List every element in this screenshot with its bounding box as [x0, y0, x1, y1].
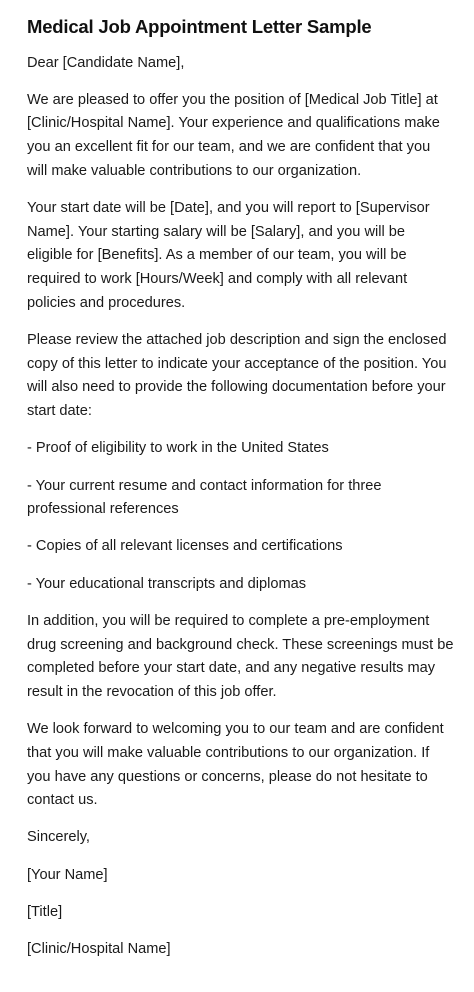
list-item: - Your educational transcripts and diplomas [27, 575, 307, 592]
signature-name: [Your Name] [27, 866, 108, 883]
signature-title: [Title] [27, 903, 63, 920]
list-item: - Proof of eligibility to work in the United States [27, 440, 329, 457]
signoff: Sincerely, [27, 829, 90, 846]
list-item: - Your current resume and contact information for three professional references [27, 477, 382, 518]
paragraph-offer: We are pleased to offer you the position of [Medical Job Title] at [Clinic/Hospital Name]. Your experience and qualifications make you an excellent fit for our team, and we are confident that you will make valuable contributions to our organization. [27, 91, 440, 179]
signature-organization: [Clinic/Hospital Name] [27, 941, 171, 958]
paragraph-welcome: We look forward to welcoming you to our team and are confident that you will make valuable contributions to our organization. If you have any questions or concerns, please do not hesitate to contact us. [27, 721, 444, 809]
paragraph-terms: Your start date will be [Date], and you will report to [Supervisor Name]. Your starting salary will be [Salary], and you will be eligible for [Benefits]. As a member of our team, you will be required to work [Hours/Week] and comply with all relevant policies and procedures. [27, 200, 430, 311]
document-title: Medical Job Appointment Letter Sample [27, 16, 372, 37]
paragraph-screening: In addition, you will be required to complete a pre-employment drug screening and background check. These screenings must be completed before your start date, and any negative results may result in the revocation of this job offer. [27, 612, 454, 700]
salutation: Dear [Candidate Name], [27, 55, 185, 71]
list-item: - Copies of all relevant licenses and certifications [27, 538, 343, 555]
paragraph-documentation: Please review the attached job description and sign the enclosed copy of this letter to indicate your acceptance of the position. You will also need to provide the following documentation before your start date: [27, 332, 447, 420]
